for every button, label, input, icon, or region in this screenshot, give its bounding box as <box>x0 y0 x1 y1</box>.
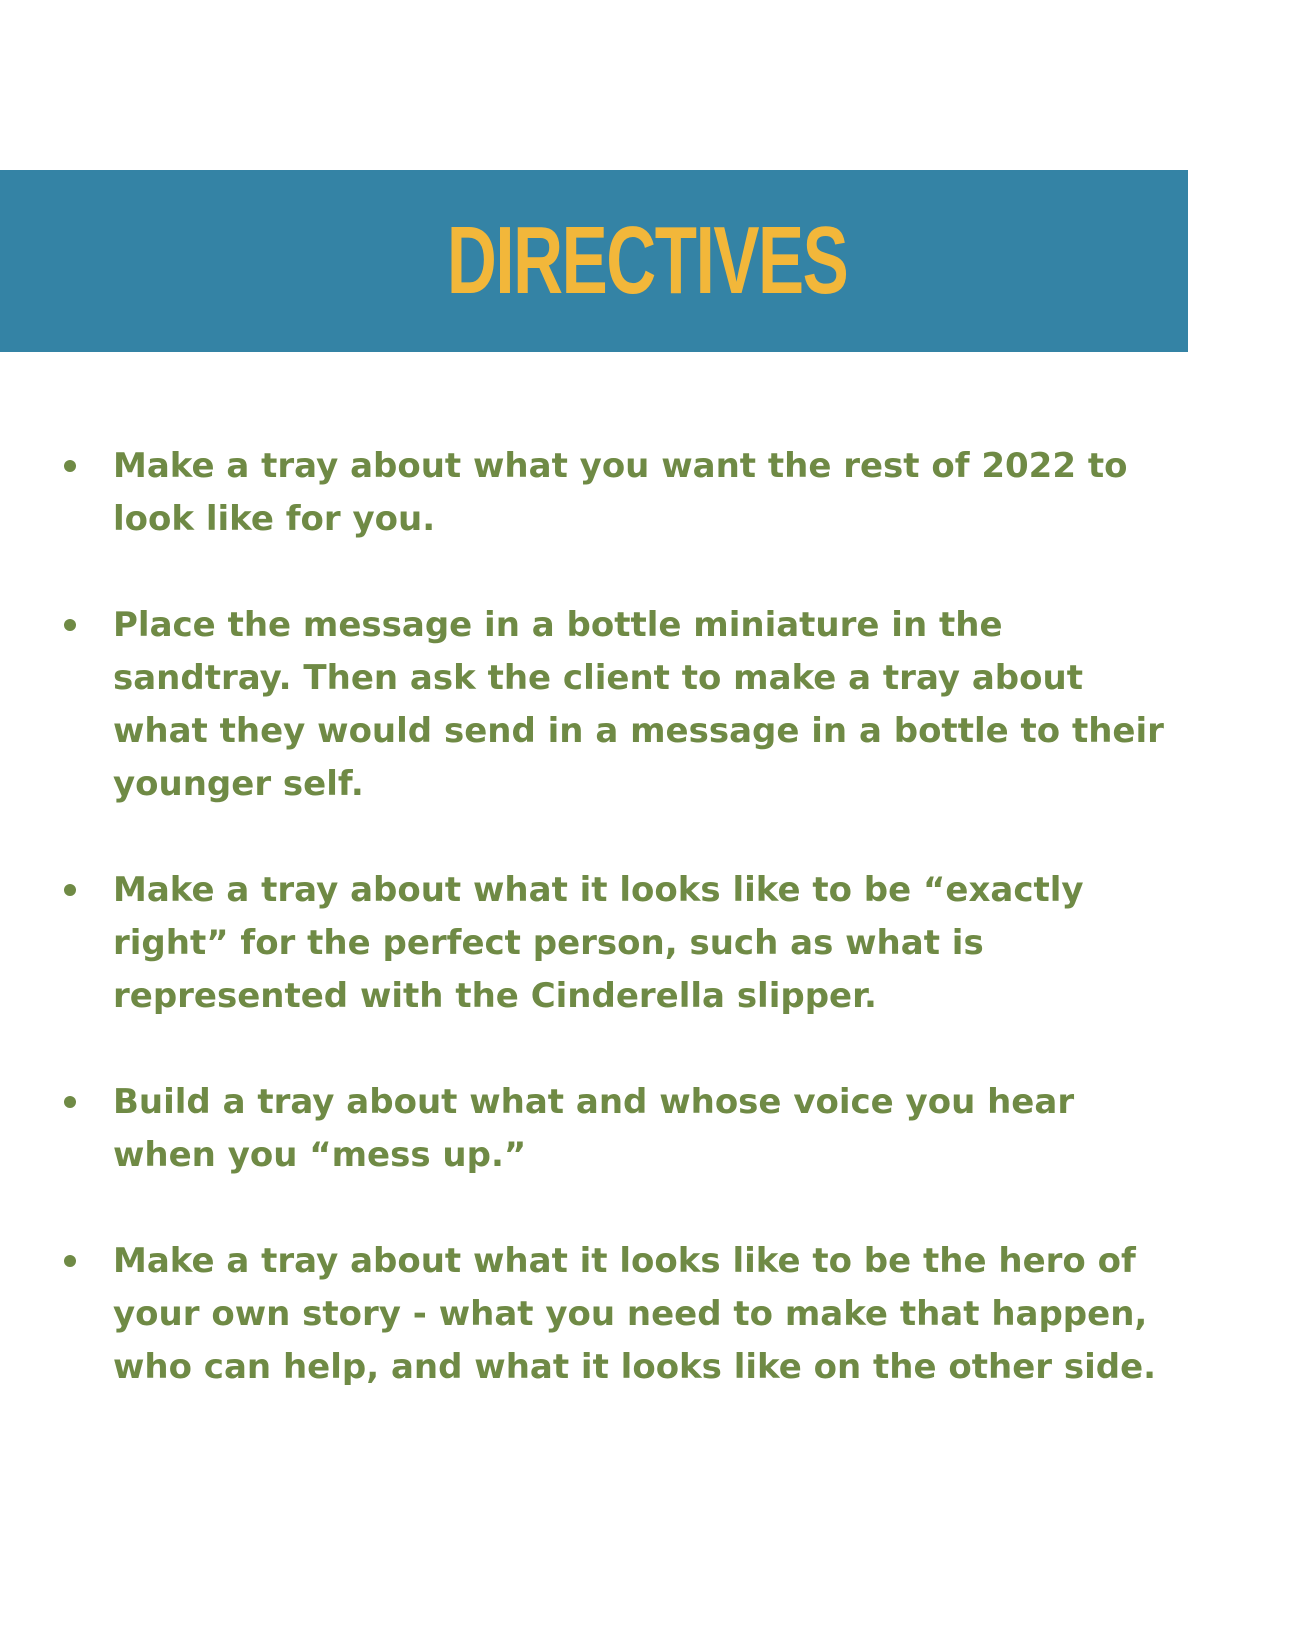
directive-text: Build a tray about what and whose voice you hear when you “mess up.” <box>113 1082 1075 1175</box>
bullet-icon <box>64 1255 76 1267</box>
bullet-icon <box>64 460 76 472</box>
directives-list <box>0 440 1290 1447</box>
directive-text: Place the message in a bottle miniature in the sandtray. Then ask the client to make a tray about what they would send in a message in a bottle to their younger self. <box>113 605 1164 804</box>
list-item <box>0 1076 1175 1182</box>
bullet-icon <box>64 884 76 896</box>
bullet-icon <box>64 619 76 631</box>
list-item <box>0 864 1175 1023</box>
page-title: DIRECTIVES <box>446 207 848 314</box>
list-item <box>0 1235 1175 1394</box>
list-item <box>0 440 1175 546</box>
directive-text: Make a tray about what it looks like to be “exactly right” for the perfect person, such as what is represented with the Cinderella slipper. <box>113 870 1084 1016</box>
directive-text: Make a tray about what it looks like to be the hero of your own story - what you need to make that happen, who can help, and what it looks like on the other side. <box>113 1241 1157 1387</box>
bullet-icon <box>64 1096 76 1108</box>
list-item <box>0 599 1175 811</box>
title-banner <box>0 170 1188 352</box>
directive-text: Make a tray about what you want the rest of 2022 to look like for you. <box>113 446 1128 539</box>
